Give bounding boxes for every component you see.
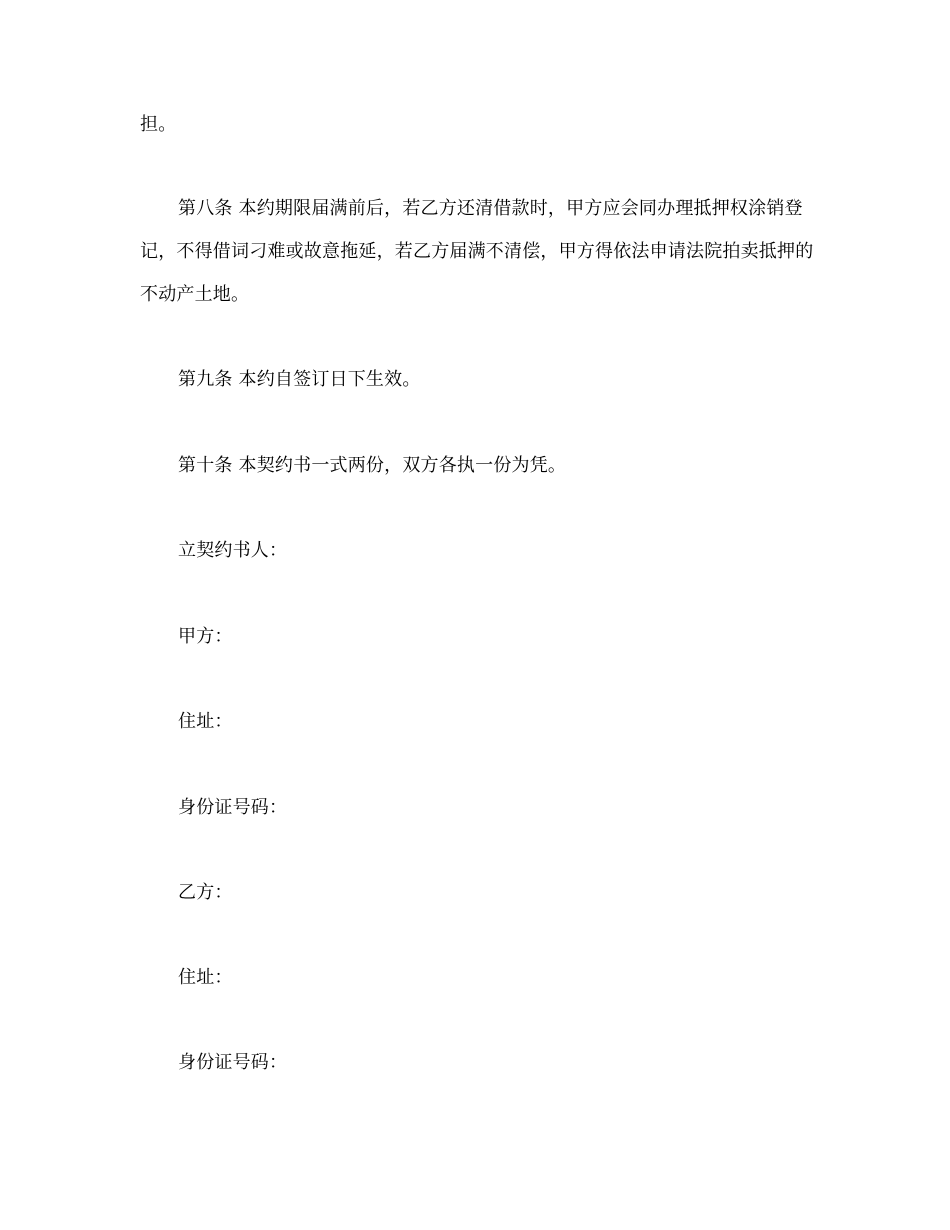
continuation-text: 担。: [140, 114, 177, 135]
article-9: 第九条 本约自签订日下生效。: [178, 369, 421, 390]
party-a-address-label: 住址：: [178, 711, 233, 732]
article-8-line-1: 第八条 本约期限届满前后，若乙方还清借款时，甲方应会同办理抵押权涂销登: [178, 198, 803, 219]
party-a-label: 甲方：: [178, 626, 233, 647]
article-8-line-2: 记，不得借词刁难或故意拖延，若乙方届满不清偿，甲方得依法申请法院拍卖抵押的: [140, 241, 814, 262]
party-b-id-label: 身份证号码：: [178, 1052, 288, 1073]
signatories-label: 立契约书人：: [178, 540, 288, 561]
article-8-line-3: 不动产土地。: [140, 284, 250, 305]
party-b-label: 乙方：: [178, 882, 233, 903]
article-10: 第十条 本契约书一式两份，双方各执一份为凭。: [178, 455, 567, 476]
party-b-address-label: 住址：: [178, 967, 233, 988]
party-a-id-label: 身份证号码：: [178, 797, 288, 818]
